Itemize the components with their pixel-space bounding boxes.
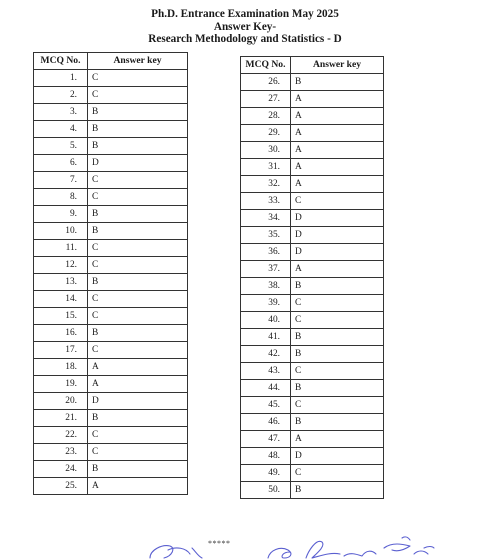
answer-cell: C xyxy=(88,342,188,359)
table-row xyxy=(34,189,188,206)
mcq-number-cell: 17. xyxy=(34,342,88,359)
answer-cell: A xyxy=(291,142,384,159)
exam-title: Ph.D. Entrance Examination May 2025 xyxy=(151,8,339,20)
answer-cell: C xyxy=(88,240,188,257)
answer-cell: B xyxy=(88,104,188,121)
mcq-number-cell: 32. xyxy=(241,176,291,193)
mcq-number-cell: 3. xyxy=(34,104,88,121)
answer-cell: C xyxy=(291,312,384,329)
answer-cell: C xyxy=(88,291,188,308)
answer-key-table-right-body xyxy=(241,74,384,499)
handwritten-signature xyxy=(0,528,490,560)
table-row xyxy=(241,91,384,108)
answer-cell: A xyxy=(88,376,188,393)
answer-key-table-left-body xyxy=(34,70,188,495)
mcq-number-cell: 5. xyxy=(34,138,88,155)
mcq-number-cell: 49. xyxy=(241,465,291,482)
answer-cell: B xyxy=(291,380,384,397)
table-row xyxy=(34,478,188,495)
mcq-number-cell: 4. xyxy=(34,121,88,138)
table-row xyxy=(34,410,188,427)
answer-cell: D xyxy=(291,448,384,465)
table-row xyxy=(241,295,384,312)
table-row xyxy=(241,193,384,210)
mcq-number-cell: 39. xyxy=(241,295,291,312)
answer-key-heading: Answer Key- xyxy=(213,20,277,33)
table-row xyxy=(241,397,384,414)
table-row xyxy=(34,325,188,342)
table-row xyxy=(34,155,188,172)
mcq-number-cell: 43. xyxy=(241,363,291,380)
answer-cell: B xyxy=(88,410,188,427)
mcq-number-cell: 28. xyxy=(241,108,291,125)
answer-cell: C xyxy=(88,70,188,87)
mcq-number-cell: 27. xyxy=(241,91,291,108)
answer-cell: C xyxy=(88,172,188,189)
mcq-number-cell: 40. xyxy=(241,312,291,329)
mcq-number-cell: 26. xyxy=(241,74,291,91)
mcq-no-header: MCQ No. xyxy=(241,57,291,74)
answer-cell: B xyxy=(88,121,188,138)
table-row xyxy=(241,363,384,380)
answer-cell: B xyxy=(291,74,384,91)
answer-cell: D xyxy=(291,227,384,244)
mcq-number-cell: 31. xyxy=(241,159,291,176)
mcq-number-cell: 16. xyxy=(34,325,88,342)
table-row xyxy=(241,227,384,244)
mcq-number-cell: 15. xyxy=(34,308,88,325)
mcq-number-cell: 38. xyxy=(241,278,291,295)
answer-cell: B xyxy=(291,482,384,499)
mcq-number-cell: 44. xyxy=(241,380,291,397)
table-row xyxy=(34,393,188,410)
mcq-number-cell: 9. xyxy=(34,206,88,223)
table-row xyxy=(241,448,384,465)
answer-cell: C xyxy=(88,444,188,461)
table-row xyxy=(34,121,188,138)
mcq-number-cell: 8. xyxy=(34,189,88,206)
table-header-row xyxy=(241,57,384,74)
answer-key-header: Answer key xyxy=(291,57,384,74)
table-row xyxy=(241,244,384,261)
table-row xyxy=(34,70,188,87)
answer-cell: A xyxy=(88,478,188,495)
mcq-number-cell: 48. xyxy=(241,448,291,465)
mcq-no-header: MCQ No. xyxy=(34,53,88,70)
answer-key-table-right xyxy=(240,56,384,499)
mcq-number-cell: 50. xyxy=(241,482,291,499)
mcq-number-cell: 11. xyxy=(34,240,88,257)
table-row xyxy=(34,87,188,104)
answer-cell: B xyxy=(291,278,384,295)
table-row xyxy=(34,376,188,393)
table-row xyxy=(241,142,384,159)
mcq-number-cell: 2. xyxy=(34,87,88,104)
table-row xyxy=(34,172,188,189)
mcq-number-cell: 46. xyxy=(241,414,291,431)
answer-cell: C xyxy=(88,308,188,325)
table-header-row xyxy=(34,53,188,70)
table-row xyxy=(241,210,384,227)
answer-cell: A xyxy=(291,159,384,176)
table-row xyxy=(34,444,188,461)
answer-cell: C xyxy=(88,87,188,104)
answer-cell: A xyxy=(291,261,384,278)
mcq-number-cell: 22. xyxy=(34,427,88,444)
answer-cell: A xyxy=(291,125,384,142)
table-row xyxy=(34,342,188,359)
table-row xyxy=(34,138,188,155)
mcq-number-cell: 23. xyxy=(34,444,88,461)
table-row xyxy=(241,74,384,91)
mcq-number-cell: 13. xyxy=(34,274,88,291)
answer-cell: B xyxy=(88,274,188,291)
table-row xyxy=(241,482,384,499)
answer-key-header: Answer key xyxy=(88,53,188,70)
table-row xyxy=(241,465,384,482)
answer-cell: A xyxy=(291,108,384,125)
table-row xyxy=(34,257,188,274)
answer-cell: D xyxy=(291,210,384,227)
mcq-number-cell: 18. xyxy=(34,359,88,376)
end-marker: ***** xyxy=(208,539,231,548)
mcq-number-cell: 25. xyxy=(34,478,88,495)
mcq-number-cell: 42. xyxy=(241,346,291,363)
mcq-number-cell: 1. xyxy=(34,70,88,87)
answer-cell: B xyxy=(88,206,188,223)
answer-cell: B xyxy=(88,223,188,240)
table-row xyxy=(34,240,188,257)
answer-key-table-left xyxy=(33,52,188,495)
table-row xyxy=(241,159,384,176)
mcq-number-cell: 10. xyxy=(34,223,88,240)
mcq-number-cell: 45. xyxy=(241,397,291,414)
answer-cell: A xyxy=(88,359,188,376)
table-row xyxy=(241,380,384,397)
mcq-number-cell: 36. xyxy=(241,244,291,261)
table-row xyxy=(34,461,188,478)
mcq-number-cell: 33. xyxy=(241,193,291,210)
answer-cell: B xyxy=(291,346,384,363)
answer-cell: B xyxy=(291,414,384,431)
table-row xyxy=(241,125,384,142)
answer-cell: B xyxy=(291,329,384,346)
mcq-number-cell: 19. xyxy=(34,376,88,393)
table-row xyxy=(241,312,384,329)
answer-cell: D xyxy=(88,393,188,410)
mcq-number-cell: 41. xyxy=(241,329,291,346)
mcq-number-cell: 12. xyxy=(34,257,88,274)
answer-cell: D xyxy=(291,244,384,261)
answer-cell: C xyxy=(88,189,188,206)
answer-cell: C xyxy=(291,465,384,482)
answer-cell: C xyxy=(291,397,384,414)
table-row xyxy=(241,108,384,125)
answer-cell: C xyxy=(291,295,384,312)
table-row xyxy=(34,427,188,444)
table-row xyxy=(34,291,188,308)
table-row xyxy=(241,431,384,448)
table-row xyxy=(241,414,384,431)
table-row xyxy=(241,278,384,295)
mcq-number-cell: 47. xyxy=(241,431,291,448)
answer-cell: B xyxy=(88,461,188,478)
answer-cell: A xyxy=(291,176,384,193)
mcq-number-cell: 7. xyxy=(34,172,88,189)
mcq-number-cell: 20. xyxy=(34,393,88,410)
mcq-number-cell: 24. xyxy=(34,461,88,478)
table-row xyxy=(241,261,384,278)
table-row xyxy=(34,206,188,223)
answer-cell: D xyxy=(88,155,188,172)
table-row xyxy=(241,176,384,193)
mcq-number-cell: 21. xyxy=(34,410,88,427)
mcq-number-cell: 6. xyxy=(34,155,88,172)
mcq-number-cell: 29. xyxy=(241,125,291,142)
answer-cell: C xyxy=(291,193,384,210)
answer-cell: A xyxy=(291,91,384,108)
answer-cell: B xyxy=(88,325,188,342)
table-row xyxy=(34,308,188,325)
answer-cell: C xyxy=(88,427,188,444)
table-row xyxy=(241,346,384,363)
document-header xyxy=(0,8,490,46)
mcq-number-cell: 34. xyxy=(241,210,291,227)
mcq-number-cell: 30. xyxy=(241,142,291,159)
mcq-number-cell: 35. xyxy=(241,227,291,244)
answer-cell: C xyxy=(88,257,188,274)
table-row xyxy=(34,274,188,291)
table-row xyxy=(34,104,188,121)
table-row xyxy=(34,223,188,240)
mcq-number-cell: 37. xyxy=(241,261,291,278)
table-row xyxy=(34,359,188,376)
answer-cell: A xyxy=(291,431,384,448)
paper-subtitle: Research Methodology and Statistics - D xyxy=(148,33,342,45)
table-row xyxy=(241,329,384,346)
answer-cell: C xyxy=(291,363,384,380)
answer-cell: B xyxy=(88,138,188,155)
mcq-number-cell: 14. xyxy=(34,291,88,308)
